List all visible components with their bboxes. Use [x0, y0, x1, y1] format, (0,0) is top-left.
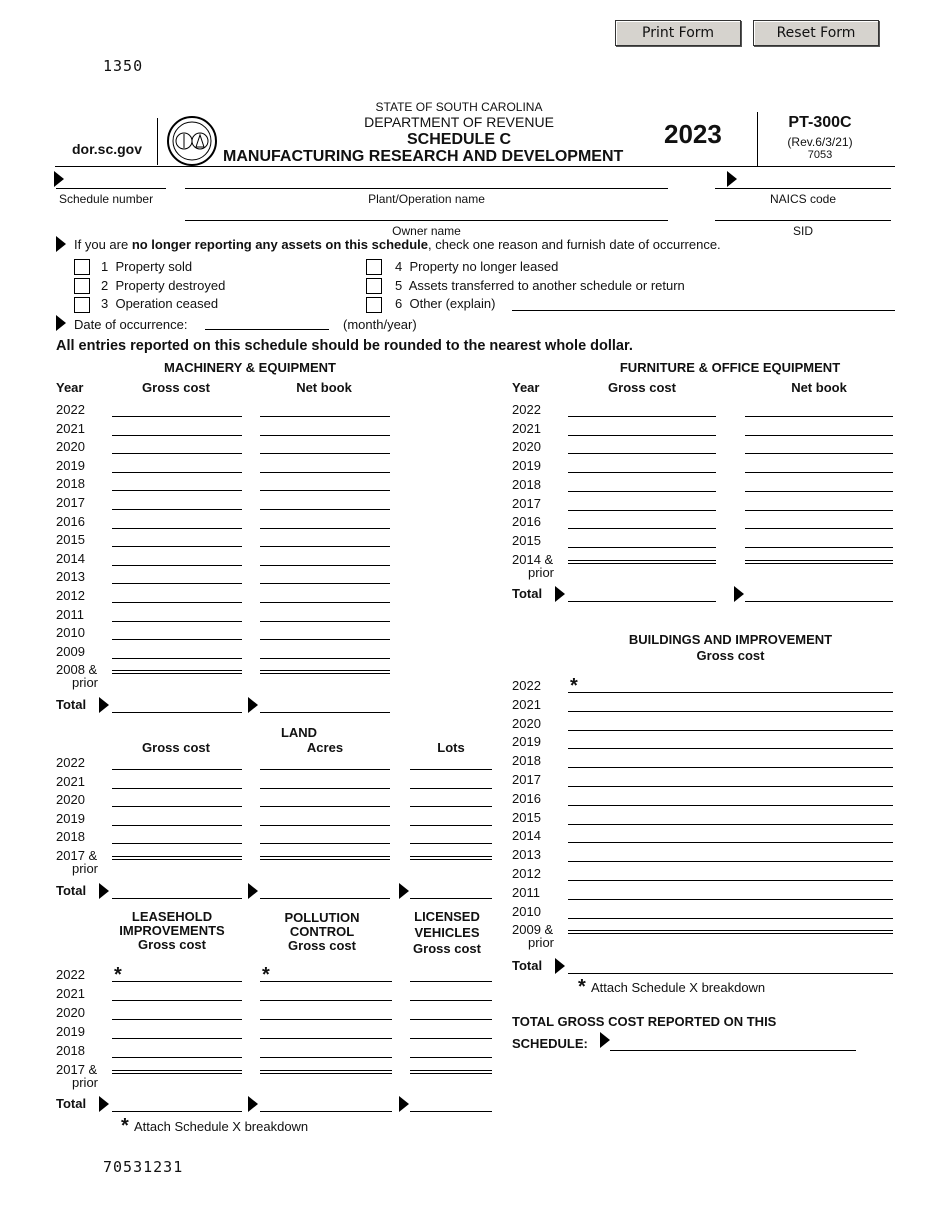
furniture-1-total-field[interactable]	[745, 601, 893, 602]
year-label: 2018	[56, 476, 85, 492]
total-label: Total	[512, 958, 543, 973]
arrow-icon	[99, 697, 109, 713]
asterisk: *	[578, 976, 586, 998]
buildings-0-field[interactable]	[568, 824, 893, 825]
naics-label: NAICS code	[769, 192, 837, 206]
date-occurrence-field[interactable]	[205, 329, 329, 330]
tax-year: 2023	[664, 119, 722, 149]
arrow-icon	[555, 958, 565, 974]
year-label: 2011	[512, 884, 540, 900]
lots-header: Lots	[437, 740, 465, 755]
land-2-field[interactable]	[410, 769, 492, 770]
year-label: 2018	[512, 753, 541, 769]
machinery-title: MACHINERY & EQUIPMENT	[164, 360, 336, 375]
leasehold-0-field[interactable]	[112, 1038, 242, 1039]
furniture-0-field[interactable]	[568, 472, 716, 473]
top-code: 1350	[103, 57, 144, 75]
furniture-title: FURNITURE & OFFICE EQUIPMENT	[619, 360, 841, 375]
buildings-0-field[interactable]	[568, 767, 893, 768]
buildings-0-total-field[interactable]	[568, 973, 893, 974]
leasehold-0-field[interactable]	[112, 1000, 242, 1001]
year-label: prior	[528, 935, 555, 951]
gross-cost-header: Gross cost	[138, 937, 206, 952]
land-1-field[interactable]	[260, 806, 390, 807]
year-label: 2013	[56, 569, 85, 585]
buildings-0-field[interactable]	[568, 805, 893, 806]
arrow-icon	[600, 1032, 610, 1048]
leasehold-1-field[interactable]	[260, 1000, 392, 1001]
print-form-button[interactable]: Print Form	[615, 20, 741, 46]
form-revision: (Rev.6/3/21)	[787, 135, 853, 149]
machinery-1-field[interactable]	[260, 453, 390, 454]
year-label: 2008 &	[56, 662, 98, 678]
machinery-1-field[interactable]	[260, 509, 390, 510]
year-label: 2012	[56, 588, 85, 603]
leasehold-1-field[interactable]	[260, 1070, 392, 1074]
gross-cost-header: Gross cost	[288, 938, 356, 953]
year-label: 2019	[512, 458, 541, 474]
reason-3-label: 3 Operation ceased	[101, 296, 219, 311]
year-label: 2013	[512, 847, 541, 863]
reason-2-checkbox[interactable]	[74, 278, 90, 294]
arrow-icon	[248, 883, 258, 899]
pollution-title: POLLUTION	[284, 910, 360, 925]
reset-form-button[interactable]: Reset Form	[753, 20, 879, 46]
year-label: 2016	[512, 790, 541, 806]
machinery-1-field[interactable]	[260, 546, 390, 547]
owner-name-field[interactable]	[185, 220, 668, 221]
dept-label: DEPARTMENT OF REVENUE	[364, 114, 554, 130]
land-1-field[interactable]	[260, 843, 390, 844]
buildings-0-field[interactable]	[568, 842, 893, 843]
year-label: 2016	[56, 513, 85, 529]
year-label: 2022	[512, 402, 541, 417]
licensed-title: LICENSED	[414, 909, 480, 924]
leasehold-0-field[interactable]	[112, 1057, 242, 1058]
licensed-title-2: VEHICLES	[414, 925, 480, 940]
land-0-field[interactable]	[112, 825, 242, 826]
pollution-title-2: CONTROL	[289, 924, 355, 939]
year-label: 2021	[512, 420, 541, 436]
land-0-field[interactable]	[112, 856, 242, 860]
furniture-0-field[interactable]	[568, 453, 716, 454]
buildings-0-field[interactable]	[568, 899, 893, 900]
machinery-1-field[interactable]	[260, 490, 390, 491]
machinery-0-field[interactable]	[112, 472, 242, 473]
furniture-0-field[interactable]	[568, 510, 716, 511]
year-label: 2017 &	[56, 1062, 98, 1077]
leasehold-2-field[interactable]	[410, 1019, 492, 1020]
land-2-total-field[interactable]	[410, 898, 492, 899]
schedule-number-field[interactable]	[56, 188, 166, 189]
gross-cost-header: Gross cost	[608, 380, 676, 395]
year-label: 2022	[56, 402, 85, 417]
year-label: 2019	[56, 457, 85, 473]
year-label: 2020	[56, 1005, 85, 1020]
machinery-0-field[interactable]	[112, 453, 242, 454]
machinery-0-total-field[interactable]	[112, 712, 242, 713]
leasehold-2-field[interactable]	[410, 1038, 492, 1039]
buildings-0-field[interactable]	[568, 786, 893, 787]
arrow-icon	[555, 586, 565, 602]
state-label: STATE OF SOUTH CAROLINA	[375, 100, 543, 114]
leasehold-0-total-field[interactable]	[112, 1111, 242, 1112]
year-label: 2019	[56, 810, 85, 826]
leasehold-2-field[interactable]	[410, 1057, 492, 1058]
leasehold-1-field[interactable]	[260, 1057, 392, 1058]
form-id: PT-300C	[788, 114, 852, 131]
buildings-0-field[interactable]	[568, 730, 893, 731]
leasehold-2-field[interactable]	[410, 981, 492, 982]
reason-1-label: 1 Property sold	[101, 259, 193, 274]
header-rule	[55, 166, 895, 167]
asterisk: *	[121, 1115, 129, 1137]
year-label: 2022	[512, 678, 541, 693]
year-label: prior	[72, 861, 99, 876]
year-label: 2009	[56, 643, 85, 659]
year-label: 2020	[56, 439, 85, 455]
land-1-total-field[interactable]	[260, 898, 390, 899]
furniture-1-field[interactable]	[745, 435, 893, 436]
year-label: prior	[72, 675, 99, 691]
reporting-intro: If you are no longer reporting any assets on this schedule, check one reason and furnish date of occurrence.	[74, 237, 721, 252]
year-label: 2014	[512, 828, 541, 844]
machinery-1-field[interactable]	[260, 472, 390, 473]
leasehold-title: LEASEHOLD	[131, 909, 213, 924]
total-label: Total	[56, 1096, 87, 1111]
buildings-0-field[interactable]	[568, 930, 893, 934]
plant-name-label: Plant/Operation name	[368, 192, 485, 206]
website-label: dor.sc.gov	[72, 141, 143, 157]
furniture-1-field[interactable]	[745, 491, 893, 492]
year-label: 2017	[56, 495, 85, 510]
year-label: 2019	[512, 734, 541, 750]
rounding-note: All entries reported on this schedule should be rounded to the nearest whole dollar.	[56, 338, 633, 354]
land-0-total-field[interactable]	[112, 898, 242, 899]
sid-label: SID	[792, 224, 813, 238]
machinery-1-total-field[interactable]	[260, 712, 390, 713]
land-2-field[interactable]	[410, 856, 492, 860]
owner-name-label: Owner name	[392, 224, 461, 238]
leasehold-1-total-field[interactable]	[260, 1111, 392, 1112]
gross-cost-header: Gross cost	[696, 648, 765, 663]
buildings-0-field[interactable]	[568, 918, 893, 919]
leasehold-title-2: IMPROVEMENTS	[119, 923, 225, 938]
reason-5-checkbox[interactable]	[366, 278, 382, 294]
year-label: 2021	[56, 986, 85, 1001]
total-gross-field[interactable]	[610, 1050, 856, 1051]
machinery-0-field[interactable]	[112, 602, 242, 603]
gross-cost-header: Gross cost	[413, 941, 481, 956]
header-divider-right	[757, 112, 758, 166]
sid-field[interactable]	[715, 220, 891, 221]
state-seal-icon	[166, 115, 218, 167]
year-label: 2010	[56, 625, 85, 641]
year-label: prior	[72, 1075, 99, 1090]
buildings-0-field[interactable]	[568, 692, 893, 693]
total-label: Total	[512, 586, 543, 601]
year-header: Year	[512, 380, 540, 395]
furniture-1-field[interactable]	[745, 472, 893, 473]
naics-field[interactable]	[715, 188, 891, 189]
machinery-0-field[interactable]	[112, 621, 242, 622]
land-2-field[interactable]	[410, 788, 492, 789]
plant-name-field[interactable]	[185, 188, 668, 189]
land-0-field[interactable]	[112, 769, 242, 770]
furniture-0-total-field[interactable]	[568, 601, 716, 602]
year-label: 2017 &	[56, 848, 98, 863]
leasehold-2-field[interactable]	[410, 1000, 492, 1001]
machinery-1-field[interactable]	[260, 602, 390, 603]
net-book-header: Net book	[296, 380, 352, 395]
leasehold-0-field[interactable]	[112, 981, 242, 982]
date-occurrence-label: Date of occurrence:	[74, 317, 188, 332]
land-2-field[interactable]	[410, 806, 492, 807]
furniture-0-field[interactable]	[568, 528, 716, 529]
year-label: 2015	[512, 532, 541, 548]
arrow-icon	[99, 883, 109, 899]
arrow-icon	[399, 1096, 409, 1112]
year-label: 2016	[512, 514, 541, 530]
leasehold-1-field[interactable]	[260, 1019, 392, 1020]
asterisk: *	[262, 964, 270, 986]
acres-header: Acres	[306, 740, 344, 755]
leasehold-1-field[interactable]	[260, 981, 392, 982]
furniture-1-field[interactable]	[745, 547, 893, 548]
land-title: LAND	[280, 725, 318, 740]
year-label: 2022	[56, 967, 85, 982]
buildings-0-field[interactable]	[568, 711, 893, 712]
reason-6-label: 6 Other (explain)	[395, 296, 496, 311]
total-gross-label-2: SCHEDULE:	[512, 1036, 588, 1051]
machinery-0-field[interactable]	[112, 528, 242, 529]
reason-4-label: 4 Property no longer leased	[395, 259, 559, 274]
arrow-icon	[99, 1096, 109, 1112]
attach-note: Attach Schedule X breakdown	[591, 980, 766, 995]
year-label: 2021	[56, 420, 85, 436]
furniture-1-field[interactable]	[745, 416, 893, 417]
reason-5-label: 5 Assets transferred to another schedule or return	[395, 278, 685, 293]
year-label: 2021	[56, 773, 85, 789]
arrow-icon	[727, 171, 737, 187]
land-2-field[interactable]	[410, 843, 492, 844]
year-label: 2018	[56, 1043, 85, 1058]
machinery-0-field[interactable]	[112, 416, 242, 417]
furniture-0-field[interactable]	[568, 435, 716, 436]
year-label: 2014 &	[512, 551, 554, 567]
year-label: 2017	[512, 495, 541, 511]
arrow-icon	[56, 315, 66, 331]
gross-cost-header: Gross cost	[142, 380, 210, 395]
machinery-0-field[interactable]	[112, 490, 242, 491]
buildings-title: BUILDINGS AND IMPROVEMENT	[628, 632, 833, 647]
furniture-0-field[interactable]	[568, 560, 716, 564]
arrow-icon	[56, 236, 66, 252]
year-label: 2020	[56, 792, 85, 808]
other-explain-field[interactable]	[512, 310, 895, 311]
year-label: 2014	[56, 550, 85, 566]
furniture-1-field[interactable]	[745, 510, 893, 511]
year-label: 2015	[512, 809, 541, 825]
arrow-icon	[399, 883, 409, 899]
leasehold-2-field[interactable]	[410, 1070, 492, 1074]
leasehold-2-total-field[interactable]	[410, 1111, 492, 1112]
year-label: 2020	[512, 715, 541, 731]
machinery-0-field[interactable]	[112, 546, 242, 547]
machinery-0-field[interactable]	[112, 639, 242, 640]
buildings-0-field[interactable]	[568, 861, 893, 862]
machinery-1-field[interactable]	[260, 565, 390, 566]
header-divider-left	[157, 118, 158, 165]
asterisk: *	[114, 964, 122, 986]
land-1-field[interactable]	[260, 825, 390, 826]
year-label: 2011	[56, 606, 84, 622]
arrow-icon	[54, 171, 64, 187]
furniture-0-field[interactable]	[568, 416, 716, 417]
year-label: 2012	[512, 866, 541, 881]
reason-6-checkbox[interactable]	[366, 297, 382, 313]
reason-1-checkbox[interactable]	[74, 259, 90, 275]
year-label: 2009 &	[512, 922, 554, 938]
furniture-1-field[interactable]	[745, 453, 893, 454]
year-label: 2020	[512, 439, 541, 455]
leasehold-1-field[interactable]	[260, 1038, 392, 1039]
total-label: Total	[56, 697, 87, 712]
form-title: MANUFACTURING RESEARCH AND DEVELOPMENT	[223, 148, 624, 165]
year-label: 2017	[512, 772, 541, 787]
buildings-0-field[interactable]	[568, 880, 893, 881]
total-gross-label: TOTAL GROSS COST REPORTED ON THIS	[512, 1014, 777, 1029]
reason-2-label: 2 Property destroyed	[101, 278, 226, 293]
machinery-0-field[interactable]	[112, 509, 242, 510]
machinery-1-field[interactable]	[260, 435, 390, 436]
land-1-field[interactable]	[260, 769, 390, 770]
machinery-1-field[interactable]	[260, 583, 390, 584]
arrow-icon	[248, 1096, 258, 1112]
gross-cost-header: Gross cost	[142, 740, 210, 755]
reason-3-checkbox[interactable]	[74, 297, 90, 313]
buildings-0-field[interactable]	[568, 748, 893, 749]
date-format-label: (month/year)	[343, 317, 417, 332]
machinery-0-field[interactable]	[112, 670, 242, 674]
arrow-icon	[248, 697, 258, 713]
year-label: 2018	[512, 476, 541, 492]
arrow-icon	[734, 586, 744, 602]
net-book-header: Net book	[791, 380, 847, 395]
year-label: 2018	[56, 829, 85, 845]
asterisk: *	[570, 675, 578, 697]
year-label: 2022	[56, 755, 85, 770]
machinery-0-field[interactable]	[112, 658, 242, 659]
form-number: 7053	[807, 149, 833, 161]
machinery-1-field[interactable]	[260, 621, 390, 622]
leasehold-0-field[interactable]	[112, 1070, 242, 1074]
land-1-field[interactable]	[260, 856, 390, 860]
total-label: Total	[56, 883, 87, 898]
year-label: 2010	[512, 903, 541, 919]
year-label: prior	[528, 564, 555, 580]
schedule-label: SCHEDULE C	[406, 131, 511, 148]
land-0-field[interactable]	[112, 806, 242, 807]
machinery-1-field[interactable]	[260, 639, 390, 640]
machinery-1-field[interactable]	[260, 416, 390, 417]
machinery-1-field[interactable]	[260, 658, 390, 659]
attach-note: Attach Schedule X breakdown	[134, 1119, 309, 1134]
leasehold-0-field[interactable]	[112, 1019, 242, 1020]
land-0-field[interactable]	[112, 843, 242, 844]
machinery-1-field[interactable]	[260, 528, 390, 529]
machinery-0-field[interactable]	[112, 435, 242, 436]
land-0-field[interactable]	[112, 788, 242, 789]
schedule-number-label: Schedule number	[59, 192, 154, 206]
year-label: 2021	[512, 696, 541, 712]
furniture-1-field[interactable]	[745, 528, 893, 529]
land-2-field[interactable]	[410, 825, 492, 826]
year-label: 2019	[56, 1024, 85, 1039]
furniture-1-field[interactable]	[745, 560, 893, 564]
land-1-field[interactable]	[260, 788, 390, 789]
bottom-code: 70531231	[103, 1158, 184, 1176]
machinery-1-field[interactable]	[260, 670, 390, 674]
year-label: 2015	[56, 532, 85, 548]
machinery-0-field[interactable]	[112, 583, 242, 584]
reason-4-checkbox[interactable]	[366, 259, 382, 275]
machinery-0-field[interactable]	[112, 565, 242, 566]
furniture-0-field[interactable]	[568, 547, 716, 548]
year-header: Year	[56, 380, 84, 395]
furniture-0-field[interactable]	[568, 491, 716, 492]
